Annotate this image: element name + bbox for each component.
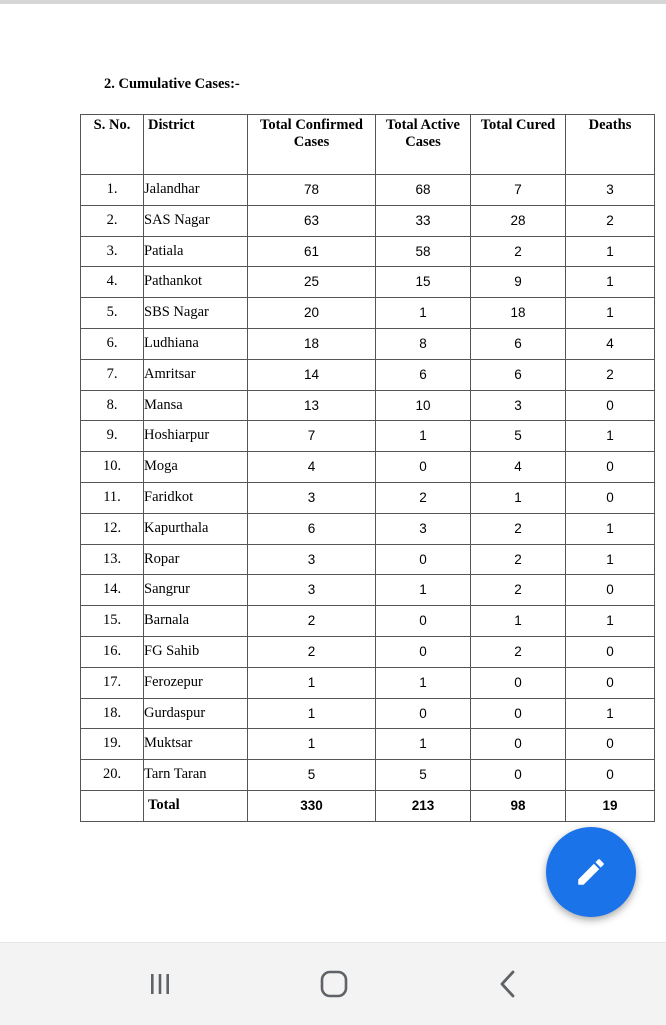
cell-confirmed: 18 (248, 328, 376, 359)
cell-confirmed: 1 (248, 667, 376, 698)
cell-active: 0 (376, 544, 471, 575)
cell-sno: 6. (81, 328, 144, 359)
table-row (81, 359, 655, 390)
cell-deaths: 2 (566, 359, 655, 390)
cell-confirmed: 63 (248, 205, 376, 236)
cell-sno: 13. (81, 544, 144, 575)
cell-confirmed: 3 (248, 575, 376, 606)
total-cell-cured: 98 (471, 790, 566, 821)
cell-confirmed: 25 (248, 267, 376, 298)
table-row (81, 175, 655, 206)
cell-cured: 18 (471, 298, 566, 329)
cell-confirmed: 3 (248, 544, 376, 575)
cell-cured: 1 (471, 606, 566, 637)
header-sno: S. No. (81, 115, 144, 175)
total-cell-active: 213 (376, 790, 471, 821)
cell-active: 1 (376, 667, 471, 698)
cell-active: 5 (376, 760, 471, 791)
cell-sno: 17. (81, 667, 144, 698)
cell-sno: 2. (81, 205, 144, 236)
home-button[interactable] (304, 957, 364, 1011)
table-row (81, 667, 655, 698)
cell-cured: 2 (471, 636, 566, 667)
cell-district: Hoshiarpur (144, 421, 248, 452)
cell-confirmed: 14 (248, 359, 376, 390)
table-row (81, 328, 655, 359)
back-icon (495, 969, 521, 999)
cell-deaths: 1 (566, 421, 655, 452)
cell-deaths: 1 (566, 544, 655, 575)
cell-cured: 6 (471, 359, 566, 390)
cell-district: Ludhiana (144, 328, 248, 359)
table-header-row (81, 115, 655, 175)
cell-sno: 12. (81, 513, 144, 544)
table-row (81, 390, 655, 421)
cell-active: 2 (376, 482, 471, 513)
header-district: District (144, 115, 248, 175)
cell-active: 8 (376, 328, 471, 359)
cell-confirmed: 5 (248, 760, 376, 791)
cell-confirmed: 61 (248, 236, 376, 267)
cell-active: 15 (376, 267, 471, 298)
header-deaths: Deaths (566, 115, 655, 175)
cell-deaths: 0 (566, 390, 655, 421)
total-cell-district: Total (144, 790, 248, 821)
cell-confirmed: 2 (248, 606, 376, 637)
recent-apps-icon (146, 970, 174, 998)
table-row (81, 636, 655, 667)
cell-deaths: 1 (566, 298, 655, 329)
pencil-icon (574, 855, 608, 889)
cell-sno: 19. (81, 729, 144, 760)
cell-district: Gurdaspur (144, 698, 248, 729)
cell-cured: 4 (471, 452, 566, 483)
table-row (81, 205, 655, 236)
cell-district: Ropar (144, 544, 248, 575)
cell-confirmed: 6 (248, 513, 376, 544)
cell-confirmed: 7 (248, 421, 376, 452)
cell-confirmed: 3 (248, 482, 376, 513)
cell-confirmed: 4 (248, 452, 376, 483)
section-title: 2. Cumulative Cases:- (104, 76, 240, 92)
cell-deaths: 0 (566, 636, 655, 667)
cell-cured: 9 (471, 267, 566, 298)
cell-district: SBS Nagar (144, 298, 248, 329)
table-row (81, 698, 655, 729)
cell-cured: 2 (471, 575, 566, 606)
cell-active: 0 (376, 698, 471, 729)
table-row (81, 729, 655, 760)
table-row (81, 482, 655, 513)
cell-district: Barnala (144, 606, 248, 637)
cell-district: Tarn Taran (144, 760, 248, 791)
table-row (81, 606, 655, 637)
cell-cured: 6 (471, 328, 566, 359)
back-button[interactable] (478, 957, 538, 1011)
cell-sno: 18. (81, 698, 144, 729)
cell-deaths: 0 (566, 482, 655, 513)
cell-sno: 5. (81, 298, 144, 329)
table-row (81, 452, 655, 483)
cell-active: 58 (376, 236, 471, 267)
cell-confirmed: 20 (248, 298, 376, 329)
cell-active: 0 (376, 452, 471, 483)
cell-deaths: 1 (566, 698, 655, 729)
cell-district: FG Sahib (144, 636, 248, 667)
table-row (81, 575, 655, 606)
cell-deaths: 1 (566, 236, 655, 267)
cell-sno: 15. (81, 606, 144, 637)
cell-district: Pathankot (144, 267, 248, 298)
cell-cured: 28 (471, 205, 566, 236)
cell-cured: 0 (471, 667, 566, 698)
cell-deaths: 0 (566, 667, 655, 698)
table-row (81, 267, 655, 298)
cell-confirmed: 78 (248, 175, 376, 206)
cell-confirmed: 13 (248, 390, 376, 421)
cell-district: Patiala (144, 236, 248, 267)
cell-deaths: 1 (566, 513, 655, 544)
cell-district: Mansa (144, 390, 248, 421)
cell-cured: 3 (471, 390, 566, 421)
cell-district: Faridkot (144, 482, 248, 513)
home-icon (319, 969, 349, 999)
cell-active: 0 (376, 606, 471, 637)
total-cell-sno (81, 790, 144, 821)
cell-cured: 5 (471, 421, 566, 452)
table-row (81, 513, 655, 544)
cell-district: Ferozepur (144, 667, 248, 698)
table-row (81, 421, 655, 452)
cell-sno: 8. (81, 390, 144, 421)
table-row (81, 298, 655, 329)
cell-cured: 2 (471, 513, 566, 544)
cell-cured: 7 (471, 175, 566, 206)
cell-active: 1 (376, 421, 471, 452)
header-confirmed: Total Confirmed Cases (248, 115, 376, 175)
cell-active: 0 (376, 636, 471, 667)
cell-sno: 20. (81, 760, 144, 791)
cell-active: 33 (376, 205, 471, 236)
cell-district: Muktsar (144, 729, 248, 760)
cell-sno: 14. (81, 575, 144, 606)
cell-active: 1 (376, 298, 471, 329)
cell-cured: 0 (471, 729, 566, 760)
total-row (81, 790, 655, 821)
cell-active: 6 (376, 359, 471, 390)
table-body (81, 175, 655, 822)
cell-cured: 2 (471, 544, 566, 575)
system-navigation-bar (0, 942, 666, 1025)
edit-fab-button[interactable] (546, 827, 636, 917)
cell-deaths: 0 (566, 452, 655, 483)
cell-cured: 2 (471, 236, 566, 267)
cumulative-cases-table (80, 114, 655, 822)
cell-deaths: 1 (566, 267, 655, 298)
cell-district: Amritsar (144, 359, 248, 390)
cell-active: 68 (376, 175, 471, 206)
cell-deaths: 0 (566, 760, 655, 791)
total-cell-deaths: 19 (566, 790, 655, 821)
table-row (81, 544, 655, 575)
cell-active: 1 (376, 729, 471, 760)
cell-district: Moga (144, 452, 248, 483)
cell-confirmed: 1 (248, 698, 376, 729)
cell-deaths: 0 (566, 575, 655, 606)
cell-sno: 16. (81, 636, 144, 667)
cell-sno: 7. (81, 359, 144, 390)
cell-cured: 0 (471, 698, 566, 729)
total-cell-confirmed: 330 (248, 790, 376, 821)
cell-sno: 1. (81, 175, 144, 206)
cell-confirmed: 1 (248, 729, 376, 760)
cell-deaths: 3 (566, 175, 655, 206)
cell-deaths: 0 (566, 729, 655, 760)
header-active: Total Active Cases (376, 115, 471, 175)
cell-sno: 3. (81, 236, 144, 267)
header-cured: Total Cured (471, 115, 566, 175)
cell-sno: 4. (81, 267, 144, 298)
cell-cured: 0 (471, 760, 566, 791)
cell-deaths: 2 (566, 205, 655, 236)
cell-confirmed: 2 (248, 636, 376, 667)
cell-district: Sangrur (144, 575, 248, 606)
cell-district: Kapurthala (144, 513, 248, 544)
recent-apps-button[interactable] (130, 957, 190, 1011)
table-row (81, 236, 655, 267)
cell-district: Jalandhar (144, 175, 248, 206)
cell-sno: 10. (81, 452, 144, 483)
table-row (81, 760, 655, 791)
cell-sno: 9. (81, 421, 144, 452)
cell-cured: 1 (471, 482, 566, 513)
cell-active: 3 (376, 513, 471, 544)
cell-deaths: 1 (566, 606, 655, 637)
cell-sno: 11. (81, 482, 144, 513)
cell-deaths: 4 (566, 328, 655, 359)
top-divider (0, 0, 666, 4)
cell-district: SAS Nagar (144, 205, 248, 236)
cell-active: 1 (376, 575, 471, 606)
cell-active: 10 (376, 390, 471, 421)
